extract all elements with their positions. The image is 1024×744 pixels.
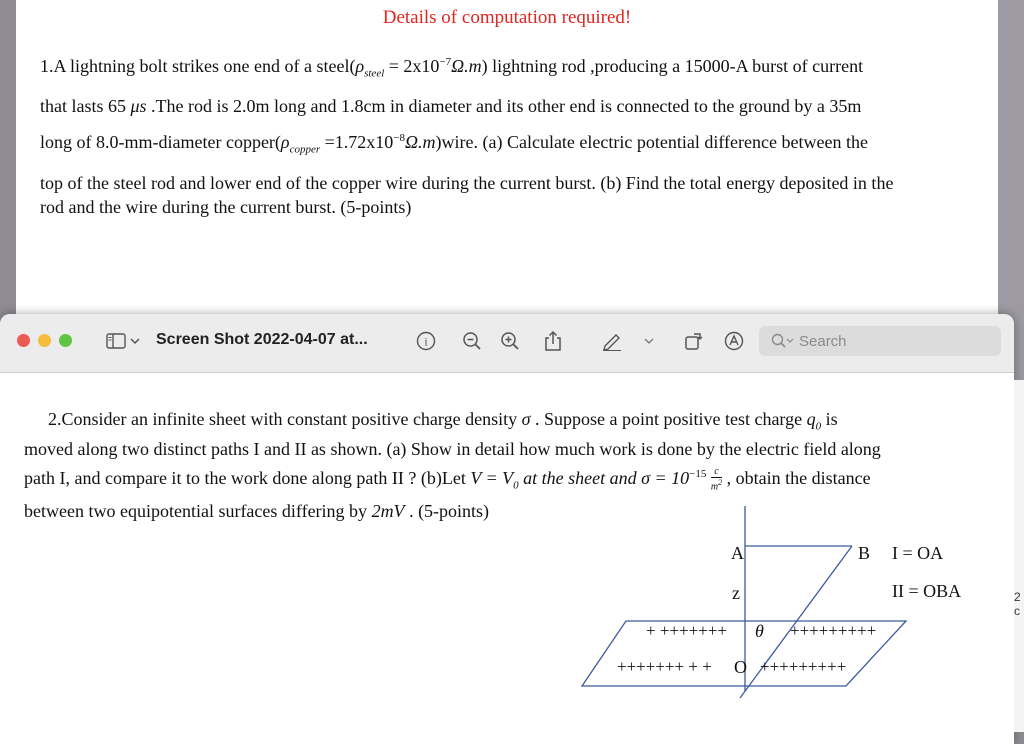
preview-window xyxy=(0,314,1014,744)
minimize-button[interactable] xyxy=(38,334,51,347)
path-2-label: II = OBA xyxy=(892,581,962,601)
background-document xyxy=(16,0,998,320)
sidebar-icon[interactable] xyxy=(104,330,128,352)
search-placeholder: Search xyxy=(799,333,847,350)
window-title: Screen Shot 2022-04-07 at... xyxy=(156,331,368,348)
zoom-out-icon[interactable] xyxy=(460,330,484,352)
charges-row-2-left: +++++++ + + xyxy=(617,657,712,676)
charges-row-1-left: + +++++++ xyxy=(646,621,727,640)
q1-line-5: rod and the wire during the current burst. (5-points) xyxy=(40,197,412,218)
chevron-down-icon[interactable] xyxy=(128,330,142,352)
side-window-peek xyxy=(1014,380,1024,732)
q1-line-4: top of the steel rod and lower end of the copper wire during the current burst. (b) Find the total energy deposited in the xyxy=(40,173,894,194)
share-icon[interactable] xyxy=(541,330,565,352)
annotate-icon[interactable] xyxy=(722,330,746,352)
q1-line-2: that lasts 65 μs .The rod is 2.0m long and 1.8cm in diameter and its other end is connected to the ground by a 35m xyxy=(40,95,862,116)
svg-text:i: i xyxy=(424,334,428,349)
q1-line-1: 1.A lightning bolt strikes one end of a $steel(\rho_{steel} = 2x10^{-7}\Omega.m)$ lightning rod ,producing a 15000-A burst of current xyxy=(40,56,864,80)
q2-line-1: 2.Consider an infinite sheet with constant positive charge density σ . Suppose a point positive test charge $q_0$ is xyxy=(48,409,838,433)
zoom-button[interactable] xyxy=(59,334,72,347)
q1-line-3: long of 8.0-mm-diameter $copper(\rho_{copper}$ $=1.72x10^{-8}\Omega.m)wire$. (a) Calculate electric potential difference between the xyxy=(40,131,868,156)
document-content xyxy=(0,373,1014,744)
label-a: A xyxy=(731,543,744,563)
search-input[interactable] xyxy=(759,326,1001,356)
q2-line-3: path I, and compare it to the work done along path II ? (b)Let $V = V_0$ at the sheet and $\sigma = 10^{-15}$ c $m^2$ , obtain the distance xyxy=(24,466,871,493)
label-z: z xyxy=(732,583,740,603)
info-icon[interactable] xyxy=(414,330,438,352)
computation-header: Details of computation required! xyxy=(382,7,632,28)
q2-line-2: moved along two distinct paths I and II as shown. (a) Show in detail how much work is done by the electric field along xyxy=(24,439,881,459)
side-window-text: 2 c xyxy=(1014,590,1021,618)
label-b: B xyxy=(858,543,871,563)
window-toolbar xyxy=(0,314,1014,373)
path-1-label: I = OA xyxy=(892,543,944,563)
search-icon xyxy=(771,333,795,354)
q2-line-4: between two equipotential surfaces differing by 2mV . (5-points) xyxy=(24,501,490,521)
charges-row-1-right: +++++++++ xyxy=(790,621,877,640)
label-theta: θ xyxy=(755,621,764,641)
question-1 xyxy=(40,46,1002,219)
markup-pen-icon[interactable] xyxy=(600,330,624,352)
chevron-down-icon[interactable] xyxy=(642,330,656,352)
close-button[interactable] xyxy=(17,334,30,347)
charges-row-2-right: +++++++++ xyxy=(760,657,847,676)
zoom-in-icon[interactable] xyxy=(498,330,522,352)
label-o: O xyxy=(734,657,747,677)
rotate-icon[interactable] xyxy=(682,330,706,352)
